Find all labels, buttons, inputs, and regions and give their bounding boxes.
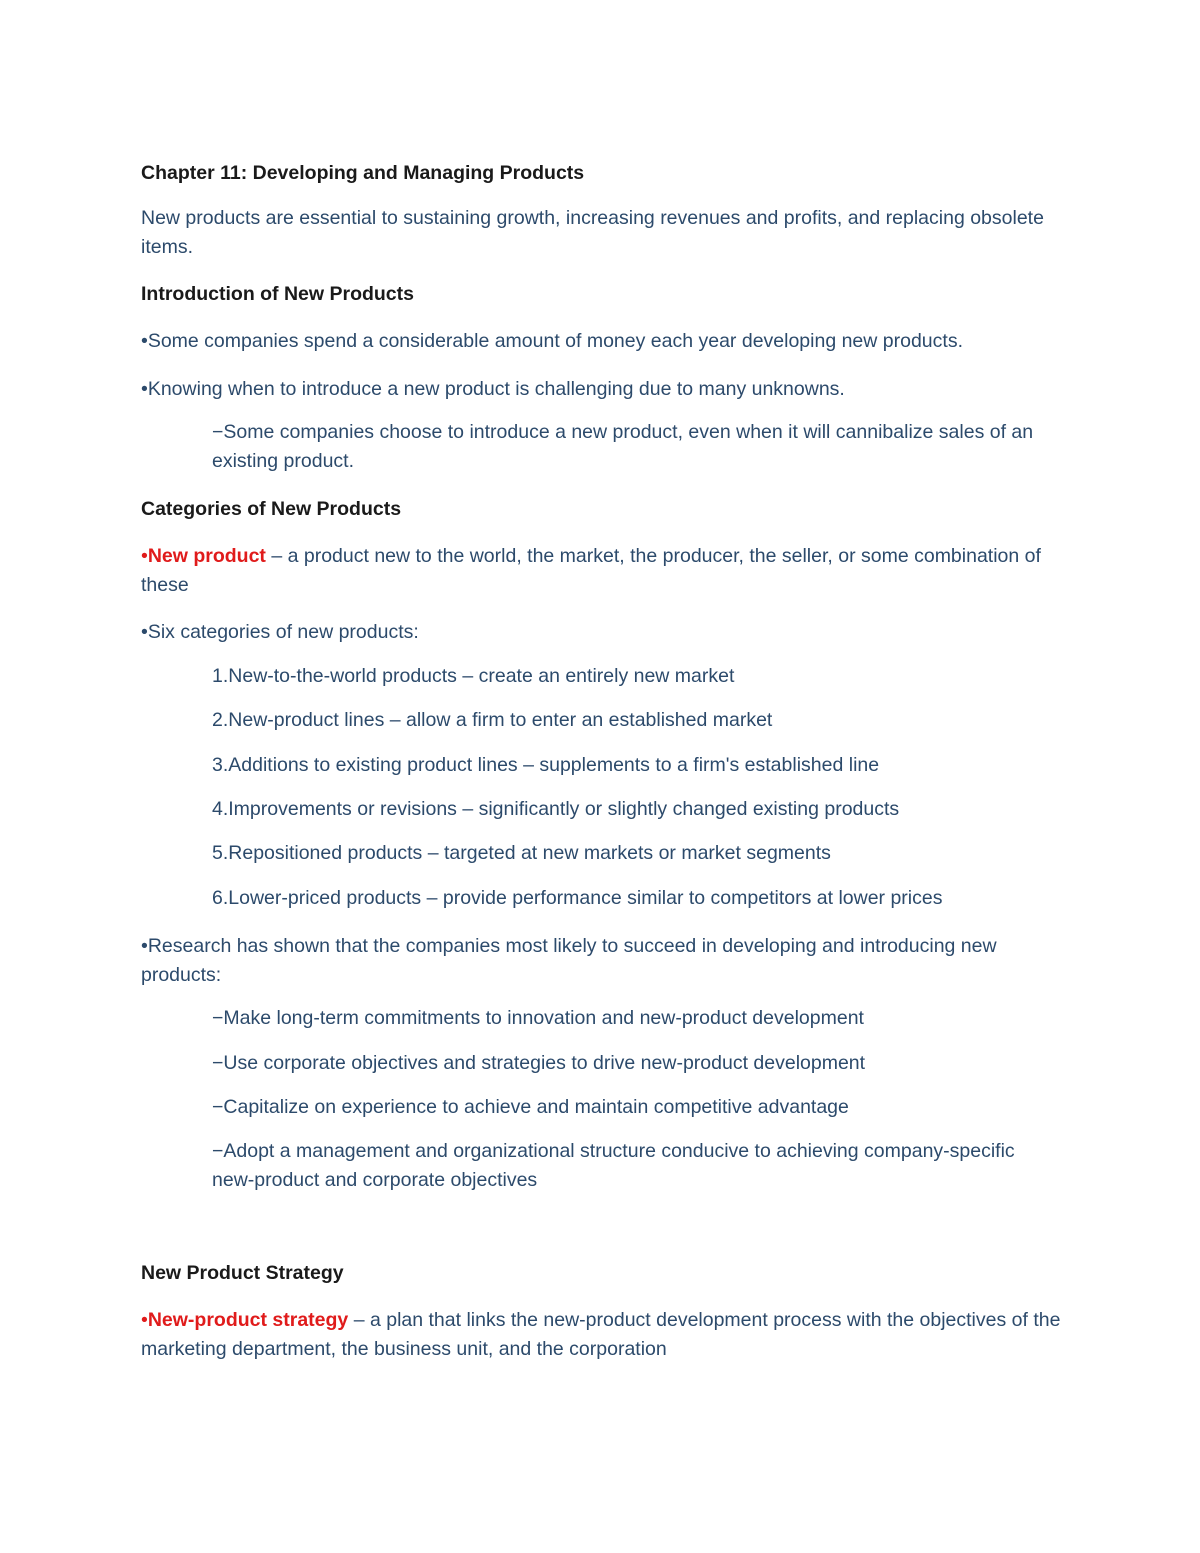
intro-paragraph: New products are essential to sustaining growth, increasing revenues and profits, and replacing obsolete items. xyxy=(141,207,1044,258)
document-page xyxy=(141,158,1061,1364)
numbered-item: 3.Additions to existing product lines – supplements to a firm's established line xyxy=(212,754,880,776)
section-heading-introduction: Introduction of New Products xyxy=(141,283,414,305)
numbered-item: 4.Improvements or revisions – significantly or slightly changed existing products xyxy=(212,798,900,820)
section-heading-categories: Categories of New Products xyxy=(141,498,402,520)
definition-new-product-strategy xyxy=(141,1306,1061,1364)
sub-item: −Capitalize on experience to achieve and maintain competitive advantage xyxy=(212,1096,849,1118)
sub-item: −Adopt a management and organizational structure conducive to achieving company-specific new-product and corporate objectives xyxy=(212,1140,1015,1191)
definition-new-product xyxy=(141,542,1061,600)
bullet-item: •Six categories of new products: xyxy=(141,621,419,643)
sub-item: −Some companies choose to introduce a new product, even when it will cannibalize sales of an existing product. xyxy=(212,421,1034,472)
section-heading-strategy: New Product Strategy xyxy=(141,1262,344,1284)
numbered-item: 6.Lower-priced products – provide performance similar to competitors at lower prices xyxy=(212,887,943,909)
bullet-marker: • xyxy=(141,1309,148,1331)
bullet-item: •Research has shown that the companies most likely to succeed in developing and introducing new products: xyxy=(141,935,997,986)
definition-text: – a product new to the world, the market, the producer, the seller, or some combination of these xyxy=(141,545,1041,596)
bullet-marker: • xyxy=(141,545,148,567)
term-new-product: New product xyxy=(147,545,266,567)
chapter-title: Chapter 11: Developing and Managing Products xyxy=(141,162,585,184)
numbered-item: 2.New-product lines – allow a firm to enter an established market xyxy=(212,709,773,731)
bullet-item: •Some companies spend a considerable amount of money each year developing new products. xyxy=(141,330,963,352)
numbered-item: 1.New-to-the-world products – create an entirely new market xyxy=(212,665,735,687)
sub-item: −Make long-term commitments to innovation and new-product development xyxy=(212,1007,864,1029)
term-new-product-strategy: New-product strategy xyxy=(147,1309,349,1331)
numbered-item: 5.Repositioned products – targeted at new markets or market segments xyxy=(212,842,831,864)
sub-item: −Use corporate objectives and strategies to drive new-product development xyxy=(212,1052,866,1074)
bullet-item: •Knowing when to introduce a new product is challenging due to many unknowns. xyxy=(141,378,845,400)
definition-text: – a plan that links the new-product development process with the objectives of the marketing department, the business unit, and the corporation xyxy=(141,1309,1061,1360)
